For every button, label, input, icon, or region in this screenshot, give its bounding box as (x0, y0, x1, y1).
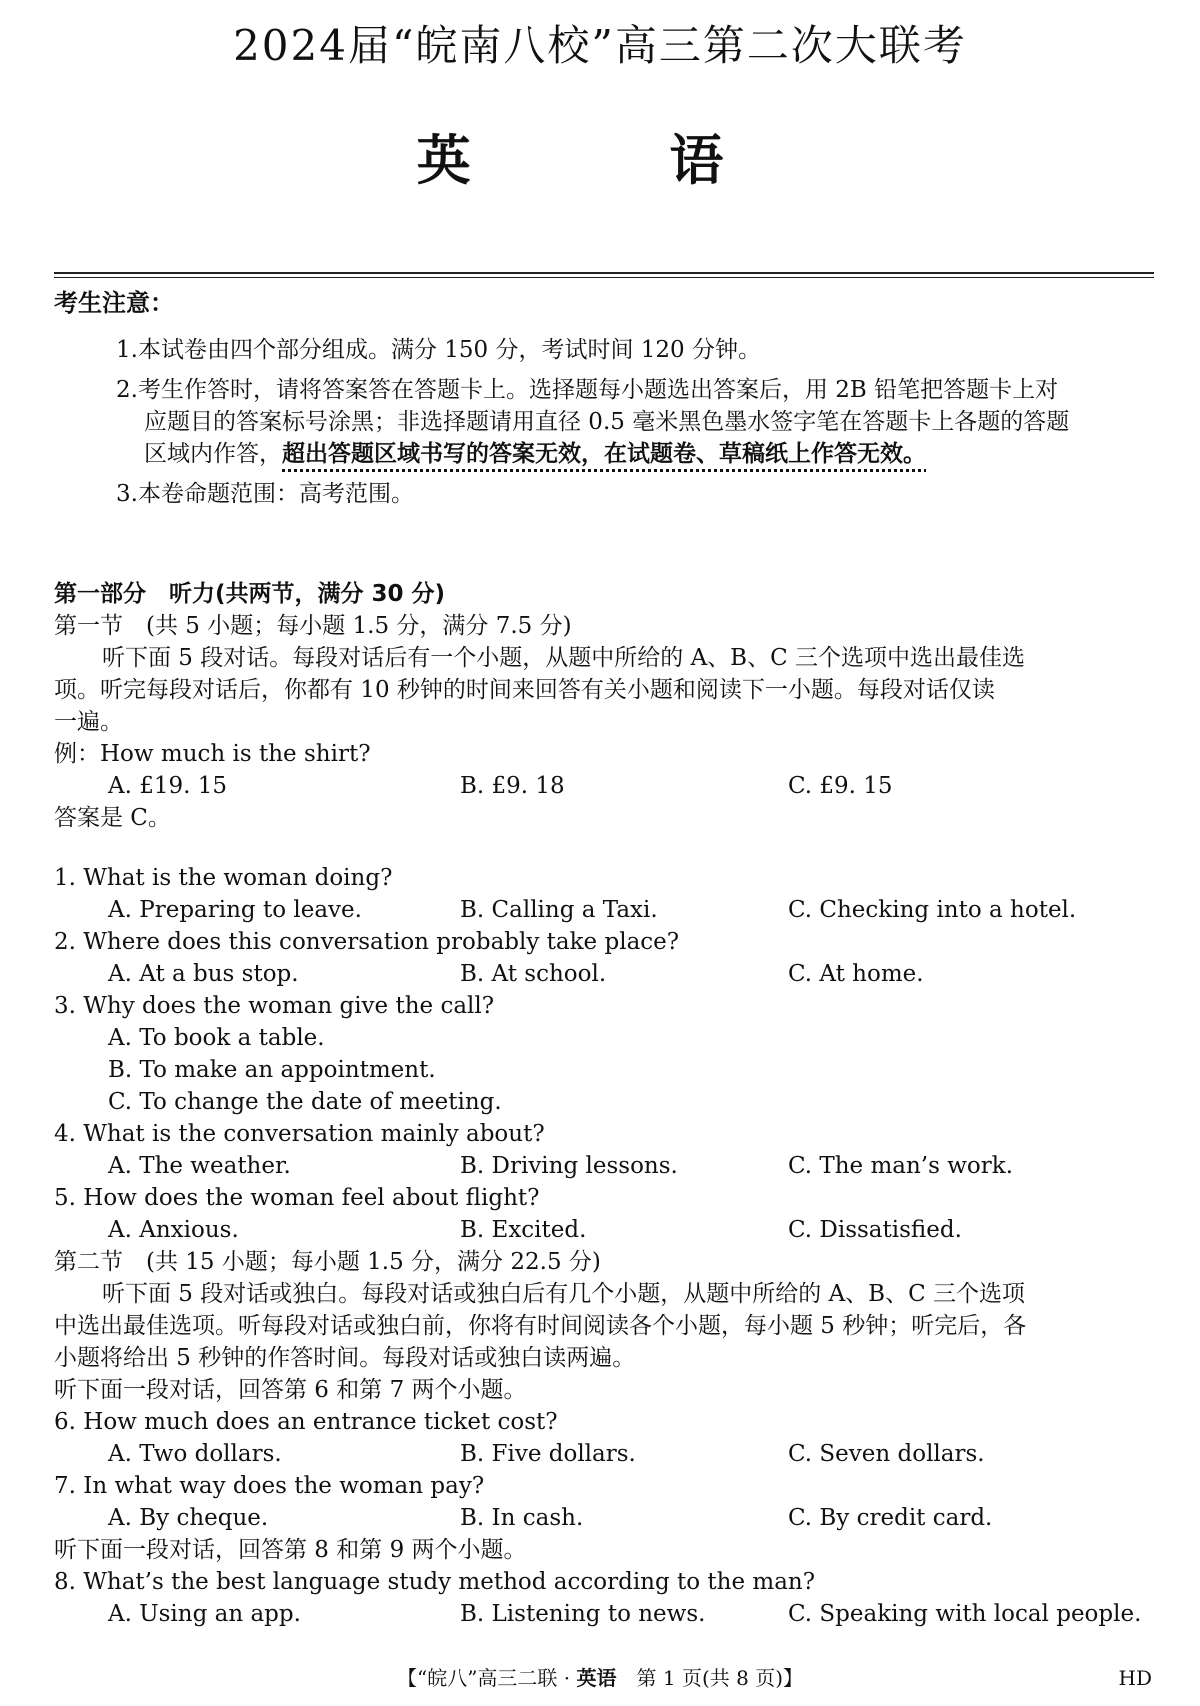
notice-item-3: 3.本卷命题范围：高考范围。 (116, 481, 414, 507)
question-7-options (54, 1502, 1158, 1534)
question-8-option-a: A. Using an app. (108, 1601, 301, 1627)
subject-title: 英 语 (416, 129, 784, 192)
question-6-option-c: C. Seven dollars. (788, 1441, 985, 1467)
example-options (54, 770, 1158, 802)
question-5: 5. How does the woman feel about flight? (54, 1185, 540, 1211)
question-5-option-c: C. Dissatisfied. (788, 1217, 962, 1243)
section2-heading: 第二节 (共 15 小题；每小题 1.5 分，满分 22.5 分) (54, 1249, 601, 1275)
section1-heading: 第一节 (共 5 小题；每小题 1.5 分，满分 7.5 分) (54, 613, 572, 639)
question-1-option-b: B. Calling a Taxi. (460, 897, 658, 923)
notice-item-2-line-1: 2.考生作答时，请将答案答在答题卡上。选择题每小题选出答案后，用 2B 铅笔把答题卡上对 (116, 377, 1059, 403)
section2-instructions-line-3: 小题将给出 5 秒钟的作答时间。每段对话或独白读两遍。 (54, 1345, 636, 1371)
question-6: 6. How much does an entrance ticket cost? (54, 1409, 558, 1435)
section1-instructions-line-3: 一遍。 (54, 709, 123, 735)
question-4-option-a: A. The weather. (108, 1153, 291, 1179)
question-4-option-c: C. The man’s work. (788, 1153, 1014, 1179)
question-3-option-a: A. To book a table. (108, 1025, 325, 1051)
footer-left: 【“皖八”高三二联 · (396, 1666, 577, 1690)
example-answer: 答案是 C。 (54, 805, 171, 831)
notice-list (116, 334, 1156, 518)
page-footer (0, 1664, 1200, 1692)
question-7: 7. In what way does the woman pay? (54, 1473, 485, 1499)
question-7-option-a: A. By cheque. (108, 1505, 269, 1531)
question-8: 8. What’s the best language study method according to the man? (54, 1569, 816, 1595)
question-1: 1. What is the woman doing? (54, 865, 393, 891)
notice-emphasis: 超出答题区域书写的答案无效，在试题卷、草稿纸上作答无效。 (282, 441, 926, 467)
question-5-option-b: B. Excited. (460, 1217, 587, 1243)
question-7-option-c: C. By credit card. (788, 1505, 993, 1531)
question-8-option-b: B. Listening to news. (460, 1601, 706, 1627)
question-4-options (54, 1150, 1158, 1182)
section2-instructions-line-1: 听下面 5 段对话或独白。每段对话或独白后有几个小题，从题中所给的 A、B、C 三个选项 (102, 1281, 1025, 1307)
question-1-options (54, 894, 1158, 926)
question-6-options (54, 1438, 1158, 1470)
question-6-option-b: B. Five dollars. (460, 1441, 636, 1467)
question-2-option-c: C. At home. (788, 961, 924, 987)
footer-page-number: 第 1 页(共 8 页)】 (616, 1666, 803, 1690)
question-3-option-b: B. To make an appointment. (108, 1057, 436, 1083)
question-4-option-b: B. Driving lessons. (460, 1153, 678, 1179)
question-1-option-a: A. Preparing to leave. (108, 897, 362, 923)
question-2: 2. Where does this conversation probably take place? (54, 929, 680, 955)
question-7-option-b: B. In cash. (460, 1505, 584, 1531)
question-5-option-a: A. Anxious. (108, 1217, 239, 1243)
notice-heading: 考生注意： (54, 289, 174, 317)
question-5-options (54, 1214, 1158, 1246)
notice-item-2-line-2: 应题目的答案标号涂黑；非选择题请用直径 0.5 毫米黑色墨水签字笔在答题卡上各题的答题 (144, 409, 1070, 435)
footer-subject: 英语 (576, 1666, 617, 1690)
question-8-option-c: C. Speaking with local people. (788, 1601, 1142, 1627)
example-option-a: A. £19. 15 (108, 773, 228, 799)
question-3: 3. Why does the woman give the call? (54, 993, 495, 1019)
question-4: 4. What is the conversation mainly about? (54, 1121, 545, 1147)
notice-item-1: 1.本试卷由四个部分组成。满分 150 分，考试时间 120 分钟。 (116, 337, 761, 363)
header-divider (54, 272, 1154, 278)
notice-item-2-line-3 (116, 438, 1156, 470)
section1-instructions-line-2: 项。听完每段对话后，你都有 10 秒钟的时间来回答有关小题和阅读下一小题。每段对话仅读 (54, 677, 995, 703)
group2-intro: 听下面一段对话，回答第 8 和第 9 两个小题。 (54, 1537, 527, 1563)
listening-part (54, 578, 1158, 1630)
section2-instructions-line-2: 中选出最佳选项。听每段对话或独白前，你将有时间阅读各个小题，每小题 5 秒钟；听完后，各 (54, 1313, 1027, 1339)
question-2-option-a: A. At a bus stop. (108, 961, 299, 987)
notice-item-2-line-3-start: 区域内作答， (144, 441, 282, 467)
example-option-c: C. £9. 15 (788, 773, 893, 799)
question-8-options (54, 1598, 1158, 1630)
question-6-option-a: A. Two dollars. (108, 1441, 282, 1467)
footer-code: HD (1118, 1666, 1152, 1690)
question-2-options (54, 958, 1158, 990)
part1-heading: 第一部分 听力(共两节，满分 30 分) (54, 581, 446, 607)
section1-instructions-line-1: 听下面 5 段对话。每段对话后有一个小题，从题中所给的 A、B、C 三个选项中选出最佳选 (102, 645, 1025, 671)
example-question: 例：How much is the shirt? (54, 741, 371, 767)
notice-item-2 (116, 374, 1156, 470)
exam-title: 2024届“皖南八校”高三第二次大联考 (233, 21, 967, 70)
question-2-option-b: B. At school. (460, 961, 607, 987)
group1-intro: 听下面一段对话，回答第 6 和第 7 两个小题。 (54, 1377, 527, 1403)
example-option-b: B. £9. 18 (460, 773, 565, 799)
question-1-option-c: C. Checking into a hotel. (788, 897, 1077, 923)
question-3-option-c: C. To change the date of meeting. (108, 1089, 502, 1115)
